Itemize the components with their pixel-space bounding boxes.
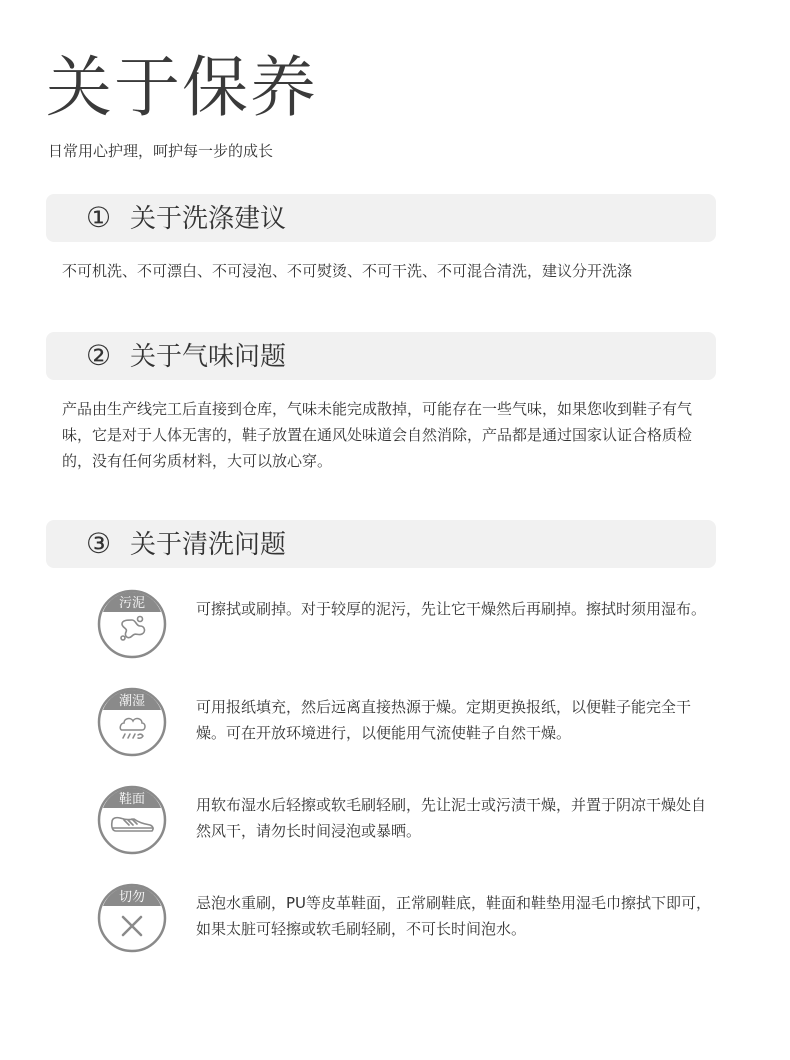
badge-label: 切勿 (118, 890, 146, 905)
section-title: 关于清洗问题 (130, 530, 287, 560)
page-title: 关于保养 (46, 49, 318, 126)
care-text: 忌泡水重刷，PU等皮革鞋面，正常刷鞋底，鞋面和鞋垫用湿毛巾擦拭下即可，如果太脏可轻擦或软毛刷轻刷，不可长时间泡水。 (196, 894, 712, 938)
section-title: 关于气味问题 (130, 342, 287, 372)
section-header-cleaning (46, 520, 716, 568)
section-number: ① (86, 201, 112, 234)
badge-label: 污泥 (118, 596, 146, 611)
shoe-icon (112, 818, 153, 831)
care-text: 可擦拭或刷掉。对于较厚的泥污，先让它干燥然后再刷掉。擦拭时须用湿布。 (196, 600, 707, 618)
section-number: ② (86, 339, 112, 372)
care-item-wet (96, 686, 736, 758)
never-badge (96, 882, 168, 954)
section-number: ③ (86, 527, 112, 560)
page-subtitle: 日常用心护理，呵护每一步的成长 (48, 142, 274, 160)
stain-icon (121, 617, 144, 641)
cross-icon (123, 917, 141, 935)
cloud-rain-icon (120, 719, 145, 739)
care-item-never (96, 882, 736, 954)
badge-label: 潮湿 (118, 694, 146, 709)
upper-badge (96, 784, 168, 856)
section-header-washing (46, 194, 716, 242)
section-title: 关于洗涤建议 (130, 204, 287, 234)
care-item-stain (96, 588, 736, 660)
care-text: 可用报纸填充，然后远离直接热源于燥。定期更换报纸，以便鞋子能完全干燥。可在开放环境进行，以便能用气流使鞋子自然干燥。 (196, 698, 692, 742)
section-header-odor (46, 332, 716, 380)
care-item-upper (96, 784, 736, 856)
odor-text: 产品由生产线完工后直接到仓库，气味未能完成散掉，可能存在一些气味，如果您收到鞋子有气味，它是对于人体无害的，鞋子放置在通风处味道会自然消除，产品都是通过国家认证合格质检的，没有任何劣质材料，大可以放心穿。 (62, 400, 693, 470)
washing-advice-text: 不可机洗、不可漂白、不可浸泡、不可熨烫、不可干洗、不可混合清洗，建议分开洗涤 (62, 262, 633, 280)
badge-label: 鞋面 (118, 792, 146, 807)
wet-badge (96, 686, 168, 758)
stain-badge (96, 588, 168, 660)
care-text: 用软布湿水后轻擦或软毛刷轻刷，先让泥士或污渍干燥，并置于阴凉干燥处自然风干，请勿长时间浸泡或暴晒。 (196, 796, 707, 840)
